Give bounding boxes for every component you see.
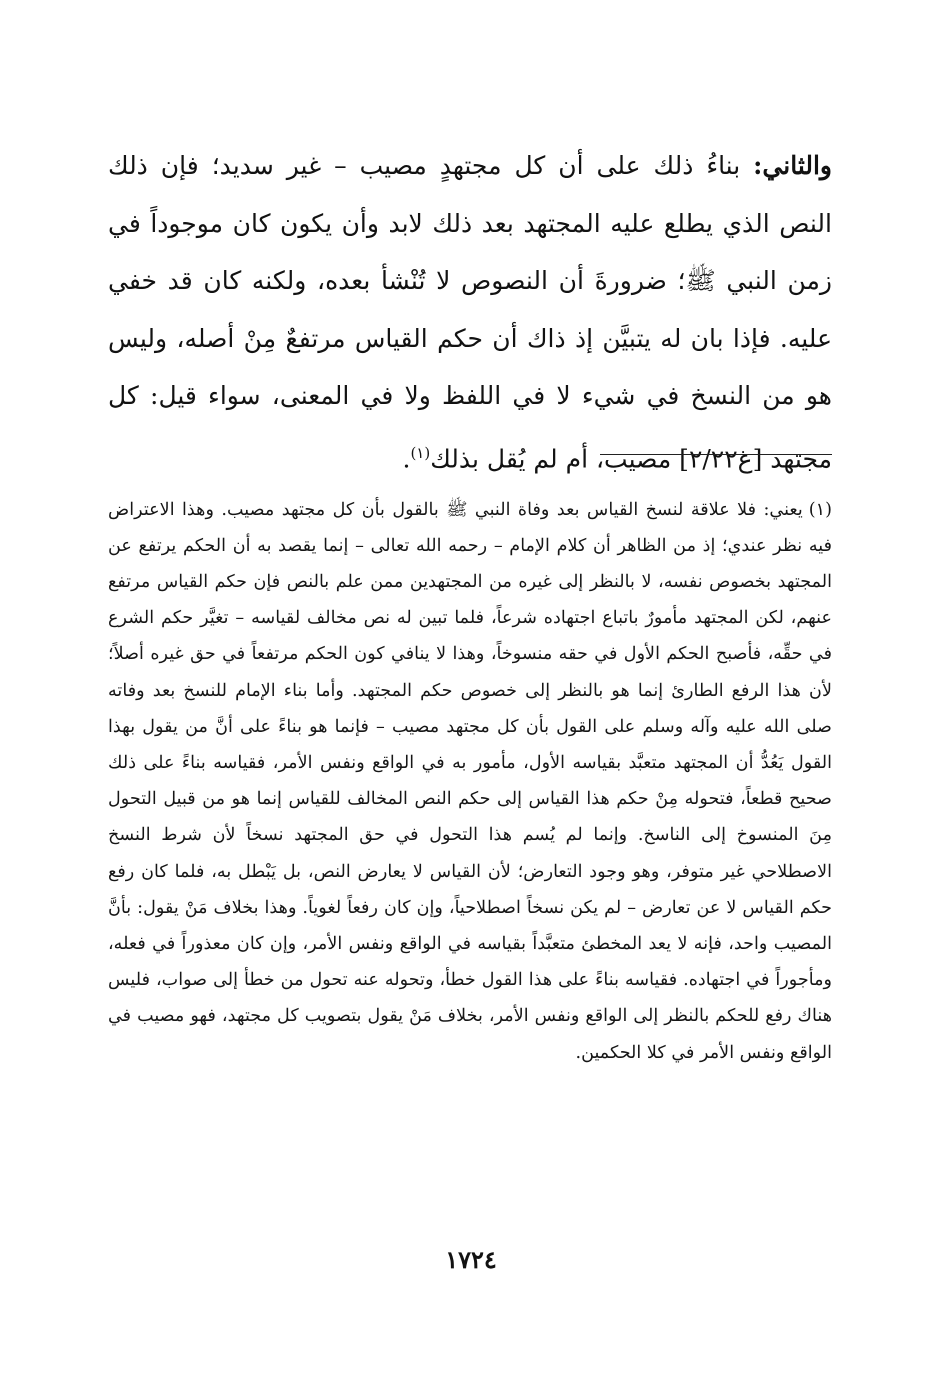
footnote-separator [600,454,832,455]
page-number: ١٧٢٤ [445,1245,497,1274]
footnote-text: يعني: فلا علاقة لنسخ القياس بعد وفاة النبي ﷺ بالقول بأن كل مجتهد مصيب. وهذا الاعتراض فيه نظر عندي؛ إذ من الظاهر أن كلام الإمام – رحمه الله تعالى – إنما يقصد به أن الحكم يرتفع عن المجتهد بخصوص نفسه، لا بالنظر إلى غيره من المجتهدين ممن علم بالنص فإن حكم القياس مرتفع عنهم، لكن المجتهد مأمورٌ باتباع اجتهاده شرعاً، فلما تبين له نص مخالف لقياسه – تغيَّر حكم الشرع في حقِّه، فأصبح الحكم الأول في حقه منسوخاً، وهذا لا ينافي كون الحكم مرتفعاً في حق غيره أصلاً؛ لأن هذا الرفع الطارئ إنما هو بالنظر إلى خصوص حكم المجتهد. وأما بناء الإمام للنسخ بعد وفاته صلى الله عليه وآله وسلم على القول بأن كل مجتهد مصيب – فإنما هو بناءً على أنَّ من يقول بهذا القول يَعُدُّ أن المجتهد متعبَّد بقياسه الأول، مأمور به في الواقع ونفس الأمر، فقياسه بناءً على ذلك صحيح قطعاً، فتحوله مِنْ حكم هذا القياس إلى حكم النص المخالف للقياس إنما هو من قبيل التحول مِنَ المنسوخ إلى الناسخ. وإنما لم يُسم هذا التحول في حق المجتهد نسخاً لأن شرط النسخ الاصطلاحي غير متوفر، وهو وجود التعارض؛ لأن القياس لا يعارض النص، بل يَبْطل به، فلما كان رفع حكم القياس لا عن تعارض – لم يكن نسخاً اصطلاحياً، وإن كان رفعاً لغوياً. وهذا بخلاف مَنْ يقول: بأنَّ المصيب واحد، فإنه لا يعد المخطئ متعبَّداً بقياسه في الواقع ونفس الأمر، وإن كان معذوراً في فعله، ومأجوراً في اجتهاده. فقياسه بناءً على هذا القول خطأ، وتحوله عنه تحول من خطأ إلى صواب، فليس هناك رفع للحكم بالنظر إلى الواقع ونفس الأمر، بخلاف مَنْ يقول بتصويب كل مجتهد، فهو مصيب في الواقع ونفس الأمر في كلا الحكمين. [108,499,832,1063]
footnote [108,492,832,1071]
footnote-reference[interactable]: (١) [410,443,431,462]
body-text-end: مصيب، أم لم يُقل بذلك [430,443,680,473]
manuscript-reference: [غ٢/٢٢] [679,443,763,473]
sentence-end: . [402,443,411,473]
main-paragraph [108,137,832,487]
paragraph-lead: والثاني: [753,151,832,180]
body-text: بناءُ ذلك على أن كل مجتهدٍ مصيب – غير سديد؛ فإن ذلك النص الذي يطلع عليه المجتهد بعد ذلك لابد وأن يكون كان موجوداً في زمن النبي ﷺ؛ ضرورةَ أن النصوص لا تُنْشأ بعده، ولكنه كان قد خفي عليه. فإذا بان له يتبيَّن إذ ذاك أن حكم القياس مرتفعٌ مِنْ أصله، وليس هو من النسخ في شيء لا في اللفظ ولا في المعنى، سواء قيل: كل مجتهد [108,151,832,473]
footnote-marker: (١) [808,499,832,520]
